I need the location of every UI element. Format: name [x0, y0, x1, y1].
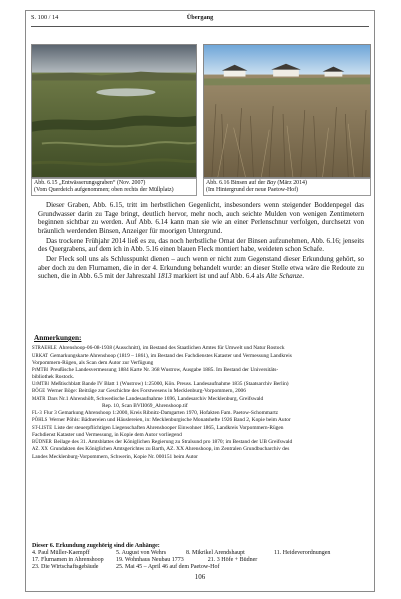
source-entry-cont: Vorpommern-Rügen, als Scan dem Autor zur Verfügung — [32, 360, 154, 366]
annex-list — [32, 543, 368, 571]
annex-item-text: 21. 3 Höfe + Büdner — [207, 557, 258, 564]
source-text: Beilage des 31. Amtsblattes der Königlichen Regierung zu Stralsund pro 1870; im Bestand der UB Greifswald — [53, 438, 293, 445]
paragraph-3-place: Alte Schanze — [266, 272, 303, 281]
source-text: Gemarkungskarte Ahrenshoop (1819 – 1861), im Bestand des Fachdienstes Kataster und Vermessung Landkreis — [50, 352, 292, 359]
annex-title: Dieser 6. Erkundung zugehörig sind die Anhänge: — [32, 543, 160, 549]
source-abbr: MATR — [32, 396, 46, 402]
annex-table — [32, 550, 330, 571]
source-entry-cont: Rep. 10, Scan BVII069_Ahrenshoop.tif — [102, 403, 188, 409]
source-abbr: PrMTBl — [32, 367, 49, 373]
caption-note: (Vom Querdeich aufgenommen; oben rechts der Müllplatz) — [34, 187, 174, 193]
source-abbr: ST-LISTE — [32, 425, 53, 431]
paragraph-3-text-cont: markiert ist und auf Abb. 6.4 als — [171, 272, 267, 281]
source-entry-cont: bibliothek Rostock. — [32, 374, 75, 380]
page-number: 106 — [194, 573, 206, 581]
annex-item: 17. Flurnamen in Ahrenshoop — [32, 557, 104, 564]
paragraph-2: Das trockene Frühjahr 2014 ließ es zu, das noch herbstliche Ornat der Binsen aufzunehmen, Abb. 6.16; jenseits des Quergrabens, auf dem ich in Abb. 5.16 einen blauen Fleck montiert habe, weideten schon Schafe. — [38, 236, 364, 254]
source-entry-cont: Landes Mecklenburg-Vorpommern, Schwerin, Kopie Nr. 000151 beim Autor — [32, 453, 198, 460]
source-abbr: FL-3 — [32, 410, 42, 416]
source-abbr: AZ. XX — [32, 447, 48, 452]
source-entry — [32, 439, 368, 447]
body-text — [38, 201, 364, 282]
source-entry-cont: Fachdienst Kataster und Vermessung, in Kopie dem Autor vorliegend — [32, 432, 182, 438]
paragraph-3-text: Der Fleck soll uns als Schlusspunkt dienen – auch wenn er nicht zum Gegenstand dieser Erkundung gehört, so aber doch zu den Flurnamen, die in der 4. Erkundung behandelt wurde: an dieser Stelle etwa wäre die Redoute zu suchen, die in Abb. 6.5 mit der Jahreszahl — [38, 254, 364, 281]
source-text: Dars Nr.1 Ahrenshöft, Schwedische Landesaufnahme 1696, Landesarchiv Mecklenburg, Greifswald — [47, 395, 264, 402]
source-entry — [32, 410, 368, 418]
source-abbr: URKAT — [32, 353, 49, 359]
caption-title-place: Bay — [266, 180, 276, 186]
header-rule — [31, 26, 369, 27]
annex-item: 4. Paul Müller-Kaempff — [32, 550, 90, 557]
photo-drainage-ditch — [31, 44, 197, 178]
source-text: Liste der steuerpflichtigen Liegenschaften Ahrenshooper Einwohner 1865, Landkreis Vorpommern-Rügen — [54, 424, 284, 431]
source-entry — [32, 417, 368, 425]
source-list — [32, 345, 368, 460]
page-header — [31, 14, 369, 26]
photo-rushes-bay-image — [204, 45, 370, 177]
notes-heading: Anmerkungen: — [34, 333, 82, 342]
paragraph-3-year: 1813 — [157, 272, 172, 281]
annex-item-text: 19. Wohnhaus Neubau 1773 — [116, 557, 184, 564]
photo-drainage-ditch-image — [32, 45, 196, 177]
source-abbr: PÖHLS — [32, 418, 48, 423]
page-reference: S. 100 / 14 — [31, 14, 59, 21]
section-title: Übergang — [186, 14, 214, 21]
annex-item: 8. Mikrikel Arendshaupt — [186, 550, 245, 557]
source-text: Flur 3 Gemarkung Ahrenshoop 1:2000, Kreis Ribnitz-Damgarten 1970, Hofakten Fam. Paetow-Schommartz — [43, 409, 279, 416]
source-text: Werner Böge: Beiträge zur Geschichte des Forstwesens in Mecklenburg-Vorpommern, 2006 — [47, 388, 246, 394]
caption-note: (Im Hintergrund der neue Paetow-Hof) — [206, 187, 299, 193]
paragraph-3-end: . — [302, 272, 304, 281]
caption-photo-6-16 — [203, 178, 371, 196]
caption-photo-6-15 — [31, 178, 197, 196]
annex-item — [274, 557, 330, 564]
source-entry — [32, 388, 368, 396]
source-text: Grundakten des Königlichen Amtsgerichtes zu Barth, AZ. XX Ahrenshoop, im Zentralen Grundbucharchiv des — [49, 446, 290, 452]
source-entry — [32, 345, 368, 353]
caption-title-date: (März 2014) — [275, 180, 307, 186]
annex-row — [32, 564, 330, 571]
source-abbr: BÜDNER — [32, 439, 52, 445]
source-entry — [32, 396, 368, 404]
paragraph-1: Dieser Graben, Abb. 6.15, tritt im herbstlichen Gegenlicht, insbesonders wenn steigender Boddenpegel das Grundwasser darin zu Tage bringt, deutlich hervor, mehr noch, auch seichte Mulden von wenigen Zentimetern beginnen sichtbar zu werden. Auf Abb. 6.14 kann man sie wie an einer Perlenschnur verfolgen, durchsetzt von bräunlich werdenden Binsen, Anzeiger für moorigen Untergrund. — [38, 201, 364, 235]
source-entry — [32, 367, 368, 375]
source-abbr: BÖGE — [32, 389, 46, 394]
source-abbr: STRAEHLE — [32, 346, 57, 351]
source-entry — [32, 425, 368, 433]
source-abbr: UrMTBl — [32, 381, 50, 387]
annex-item: 11. Heideverordnungen — [274, 550, 331, 557]
caption-title-prefix: Abb. 6.16 Binsen auf der — [206, 180, 267, 186]
paragraph-3 — [38, 255, 364, 281]
source-text: Ahrenshoop-06-08-1938 (Ausschnitt), im Bestand des Staatlichen Amtes für Umwelt und Natur Rostock — [58, 345, 285, 351]
source-text: Werner Pöhls: Bädnereien und Häuslereien, in: Mecklenburgische Monatshefte 1926 Band 2, Kopie beim Autor — [49, 417, 291, 423]
annex-item: 5. August von Wehrs — [116, 550, 167, 557]
source-entry — [32, 381, 368, 389]
source-entry — [32, 353, 368, 361]
source-text: Preußische Landesvermessung 1884 Karte Nr. 368 Wustrow, Ausgabe 1885. Im Bestand der Universitäts- — [50, 366, 279, 373]
source-text: Meßtischblatt Bande IV Blatt 1 (Wustrow) 1:25000, Kön. Preuss. Landesaufnahme 1835 (Staatsarchiv Berlin) — [51, 380, 289, 387]
annex-item: 25. Mai 45 – April 46 auf dem Paetow-Hof — [116, 564, 220, 571]
caption-title: Abb. 6.15 „Entwässerungsgraben“ (Nov. 2007) — [34, 180, 146, 186]
caption-title — [206, 180, 368, 187]
source-entry — [32, 446, 368, 454]
photo-rushes-bay — [203, 44, 371, 178]
document-page — [25, 10, 375, 592]
annex-item: 23. Die Wirtschaftsgebäude — [32, 564, 99, 571]
